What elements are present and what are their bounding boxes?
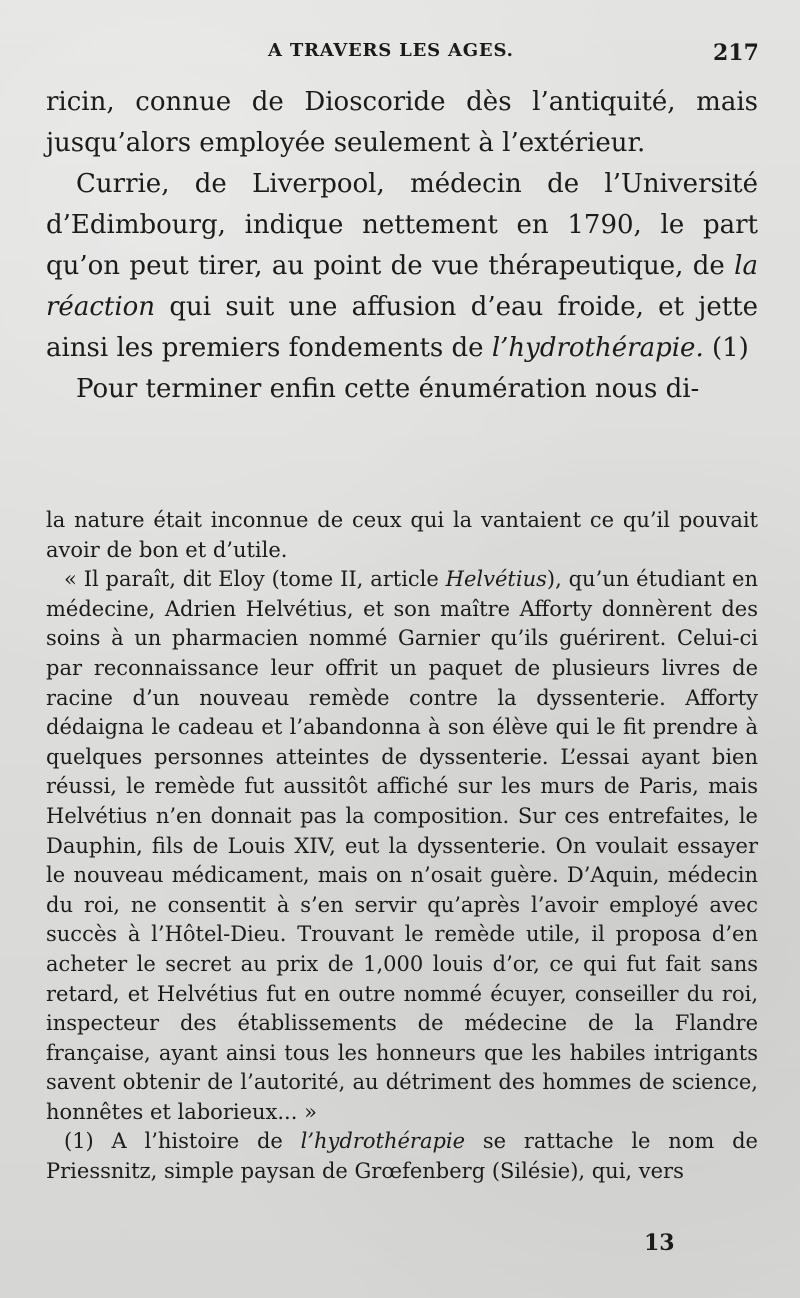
footnote-1 <box>46 1127 758 1186</box>
footnotes <box>46 506 758 1187</box>
footnote-quote-text-1: « Il paraît, dit Eloy (tome II, article <box>64 567 446 592</box>
main-paragraph-3-text: Pour terminer enfin cette énumération nous di- <box>76 374 700 404</box>
reaction-term: la réaction <box>46 251 758 322</box>
hydrotherapie-term: l’hydrothérapie. <box>491 333 704 363</box>
signature-mark: 13 <box>644 1230 675 1256</box>
footnote-hydrotherapie-term: l’hydrothérapie <box>300 1129 466 1154</box>
main-paragraph-1-text: ricin, connue de Dioscoride dès l’antiquité, mais jusqu’alors employée seulement à l’extérieur. <box>46 87 758 158</box>
footnote-1-text-2: se rattache le nom de Priessnitz, simple paysan de Grœfenberg (Silésie), qui, vers <box>46 1129 758 1184</box>
main-paragraph-2-text-1: Currie, de Liverpool, médecin de l’Université d’Edimbourg, indique nettement en 1790, le part qu’on peut tirer, au point de vue thérapeutique, de <box>46 169 758 281</box>
main-paragraph-2-text-2: qui suit une affusion d’eau froide, et jette ainsi les premiers fondements de <box>46 292 758 363</box>
main-paragraph-3 <box>46 369 758 410</box>
running-title: A TRAVERS LES AGES. <box>268 40 514 61</box>
footnote-1-text-1: (1) A l’histoire de <box>64 1129 301 1154</box>
main-paragraph-1 <box>46 82 758 164</box>
footnote-quote <box>46 565 758 1127</box>
footnote-continuation <box>46 506 758 565</box>
footnote-continuation-text: la nature était inconnue de ceux qui la vantaient ce qu’il pouvait avoir de bon et d’utile. <box>46 508 758 562</box>
footnote-ref: (1) <box>703 333 749 363</box>
main-paragraph-2 <box>46 164 758 369</box>
helvetius-article-term: Helvétius <box>445 567 547 592</box>
page-number: 217 <box>713 40 759 66</box>
page-header <box>0 40 800 76</box>
footnote-quote-text-2: ), qu’un étudiant en médecine, Adrien Helvétius, et son maître Afforty donnèrent des soins à un pharmacien nommé Garnier qu’ils guérirent. Celui-ci par reconnaissance leur offrit un paquet de plusieurs livres de racine d’un nouveau remède contre la dyssenterie. Afforty dédaigna le cadeau et l’abandonna à son élève qui le fit prendre à quelques personnes atteintes de dyssenterie. L’essai ayant bien réussi, le remède fut aussitôt affiché sur les murs de Paris, mais Helvétius n’en donnait pas la composition. Sur ces entrefaites, le Dauphin, fils de Louis XIV, eut la dyssenterie. On voulait essayer le nouveau médicament, mais on n’osait guère. D’Aquin, médecin du roi, ne consentit à s’en servir qu’après l’avoir employé avec succès à l’Hôtel-Dieu. Trouvant le remède utile, il proposa d’en acheter le secret au prix de 1,000 louis d’or, ce qui fut fait sans retard, et Helvétius fut en outre nommé écuyer, conseiller du roi, inspecteur des établissements de médecine de la Flandre française, ayant ainsi tous les honneurs que les habiles intrigants savent obtenir de l’autorité, au détriment des hommes de science, honnêtes et laborieux... » <box>46 567 758 1124</box>
main-text <box>46 82 758 410</box>
